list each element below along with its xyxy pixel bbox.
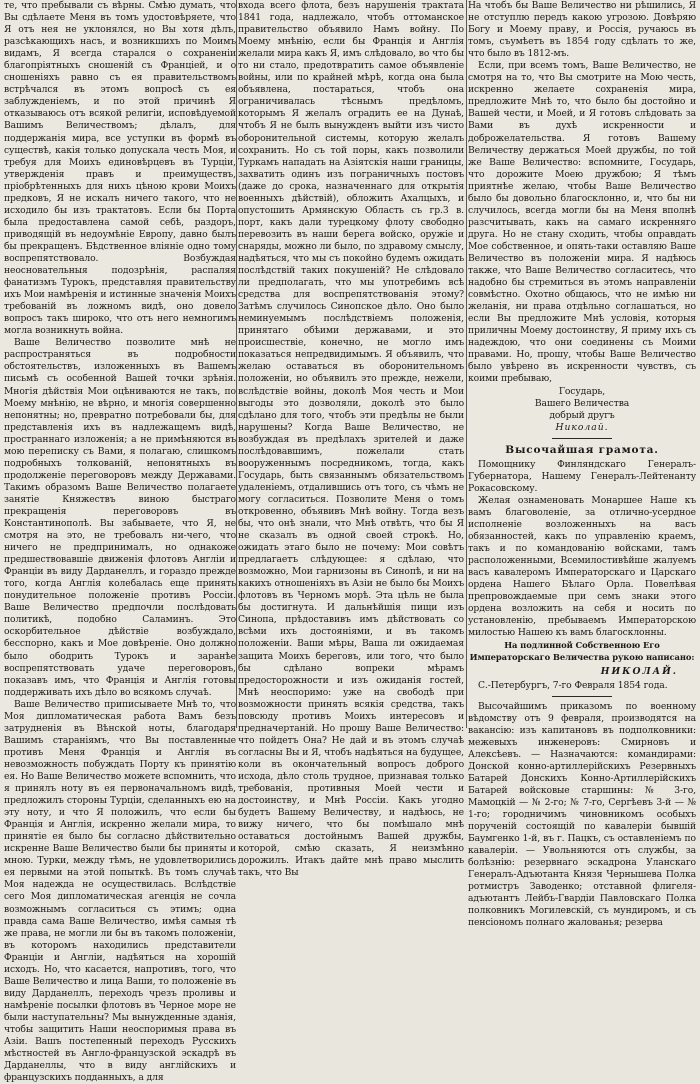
column-middle xyxy=(238,0,464,879)
decree-addressee: Помощнику Финляндскаго Генералъ-Губернатора, Нашему Генералъ-Лейтенанту Рокасовскому. xyxy=(468,458,696,494)
column-right xyxy=(468,0,696,929)
imperial-signature: НИКОЛАЙ. xyxy=(600,665,678,677)
letter-paragraph: Ваше Величество позволите мнѣ не распространяться въ подробности обстоятельствъ, изложенныхъ въ Вашемъ письмѣ съ особенной Вашей точки зрѣнія. Многія дѣйствія Мои оцѣниваются не такъ, по Моему мнѣнію, не вѣрно, и многія совершенно непонятны; но, превратно потребовали бы, для представленія ихъ въ надлежащемъ видѣ, пространнаго изложенія; а не примѣняются въ мою переписку съ Вами, я полагаю, слишкомъ подробныхъ толкованій, непонятныхъ въ продолженіе переговоровъ между Державами. Такимъ образомъ Ваше Величество полагаете занятіе Княжествъ виною быстраго прекращенія переговоровъ въ Константинополѣ. Вы забываете, что Я, не смотря на это, не требовалъ ни-чего, что ничего не предпринималъ, но однакоже предшествовавшіе движенія флотовъ Англіи и Франціи въ виду Дарданеллъ, и гораздо прежде того, когда Англія колебалась еще принять понудительное положеніе противъ Россіи. Ваше Величество предпочли послѣдовать политикѣ, подобно Саламинъ. Это оскорбительное дѣйствіе возбуждало, бесспорно, какъ и Мое довѣреніе. Оно должно было ободрить Турокъ и заранѣе воспрепятствовать удаче переговоровъ, показавъ имъ, что Франція и Англія готовы поддерживать ихъ дѣло во всякомъ случаѣ. xyxy=(4,337,236,698)
signature-note: На подлинной Собственною Его Императорскаго Величества рукою написано: xyxy=(469,640,695,663)
section-divider xyxy=(552,438,612,439)
letter-signature: Николай. xyxy=(555,421,609,433)
letter-paragraph: те, что пребывали съ вѣрны. Смѣю думать, что Вы сдѣлаете Меня въ томъ удостовѣряете, что Я отъ нея не уклонялся, но Вы хотя дѣлъ, разсѣкающихъ насъ, и возникшихъ по Моимъ видамъ, Я всегда старался о сохраненіи благопріятныхъ сношеній съ Франціей, и о сношеніяхъ равно съ ея правительствомъ встрѣчался въ этомъ вопросѣ съ ея заблужденіемъ, и по этой причинѣ Я отказываюсь отъ всякой религіи, исповѣдуемой Вашимъ Величествомъ; дѣлалъ, для поддержанія мира, все уступки въ формѣ въ существѣ, какія только допускала честь Моя, и требуя для Моихъ единовѣрцевъ въ Турціи, утвержденія правъ и преимуществъ, пріобрѣтенныхъ для нихъ цѣною крови Моихъ предковъ, Я не искалъ ничего такого, что не исходило бы изъ трактатовъ. Если бы Порта была предоставлена самой себѣ, раздоръ, приводящій въ недоумѣніе Европу, давно былъ бы прекращенъ. Бѣдственное вліяніе одно тому воспрепятствовало. Возбуждая неосновательныя подозрѣнія, распаляя фанатизмъ Турокъ, представляя правительству ихъ Мои намѣренія и истинные значенія Моихъ требованій въ ложномъ видѣ, оно довело вопросъ такъ широко, что отъ него немногимъ могла возникнуть война. xyxy=(4,0,236,337)
column-left xyxy=(4,0,236,1084)
decree-body: Желая ознаменовать Монаршее Нашe къ вамъ благоволеніе, за отлично-усердное исполненіе возложенныхъ на васъ обязанностей, какъ по управленію краемъ, такъ и по командованію войсками, тамъ расположенными, Всемилостивѣйше жалуемъ васъ кавалеромъ Императорскаго и Царскаго ордена Нашего Бѣлаго Орла. Повелѣвая препровождаемые при семъ знаки этого ордена возложить на себя и носить по установленію, пребываемъ Императорскою милостью Нашею къ вамъ благосклонны. xyxy=(468,494,696,639)
military-orders: Высочайшимъ приказомъ по военному вѣдомству отъ 9 февраля, производятся на вакансію: изъ капитановъ въ подполковники: межевыхъ инженеровъ: Смирновъ и Алексѣевъ. — Назначаются: командирами: Донской конно-артиллерійскихъ Резервныхъ Батарей Донскихъ Конно-Артиллерійскихъ Батарей войсковые старшины: № 3-го, Мамоцкій — № 2-го; № 7-го, Сергѣевъ 3-й — № 1-го; городничимъ чиновникомъ особыхъ порученій состоящій по кавалеріи бывшій Баумгенко 1-й, въ г. Пацкъ, съ оставленіемъ по кавалеріи. — Увольняются отъ службы, за болѣзнію: резервнаго эскадрона Уланскаго Генералъ-Адъютанта Князя Чернышева Полка ротмистръ Заводенко; отставной флигеля-адъютантъ Лейбъ-Гвардіи Павловскаго Полка полковникъ Могилевскій, съ мундиромъ, и съ пенсіономъ полнаго жалованья; резерва xyxy=(468,700,696,929)
closing-line: добрый другъ xyxy=(549,409,615,421)
section-heading: Высочайшая грамота. xyxy=(505,443,659,456)
closing-line: Вашего Величества xyxy=(534,397,630,409)
decree-date: С.-Петербургъ, 7-го Февраля 1854 года. xyxy=(478,679,668,691)
letter-paragraph: Если, при всемъ томъ, Ваше Величество, не смотря на то, что Вы смотрите на Мою честь, искренно желаете сохраненія мира, предложите Мнѣ то, что было бы достойно и Вашей чести, и Моей, и Я готовъ слѣдовать за Вами въ духѣ искренности и доброжелательства. Я готовъ Вашему Величеству держаться Моей дружбы, по той же Ваше Величество: вспомните, Государь, что дорожите Моею дружбою; Я тѣмъ приятнѣе желаю, чтобы Ваше Величество было бы довольно благосклонно, и, что бы ни случилось, всегда могли бы на Меня вполнѣ разсчитывать, какъ на самаго искренняго друга. Но не стану сходить, чтобы оправдать Мое собственное, и опять-таки оставляю Ваше Величество въ положеніи мира. Я надѣюсь также, что Ваше Величество согласитесь, что надобно бы стремиться въ этомъ направленіи совмѣстно. Охотно общаюсь, что не имѣю ни желанія, ни права отдѣльно соглашаться, но если Вы предложите Мнѣ условія, которыя приличны Моему достоинству, Я приму ихъ съ надеждою, что они соединены съ Моими правами. Но, прошу, чтобы Ваше Величество было увѣрено въ искренности чувствъ, съ коими пребываю, xyxy=(468,60,696,385)
letter-paragraph: входа всего флота, безъ нарушенія трактата 1841 года, надлежало, чтобъ оттоманское правительство объявило Намъ войну. По Моему мнѣнію, если бы Франція и Англія желали мира какъ Я, имъ слѣдовало, во что бы то ни стало, предотвратить самое объявленіе войны, или по крайней мѣрѣ, когда она была объявлена, постараться, чтобъ она ограничивалась тѣснымъ предѣломъ, которымъ Я желалъ оградить ее на Дунаѣ, чтобъ Я не былъ вынужденъ выйти изъ чисто оборонительной системы, которую желалъ сохранить. Но съ той поры, какъ позволили Туркамъ нападать на Азіятскія наши границы, захватить одинъ изъ пограничныхъ постовъ (даже до срока, назначеннаго для открытія военныхъ дѣйствій), обложить Ахалцыхъ, и опустошить Армянскую Область съ гр.3 в. порт, какъ дали турецкому флоту свободно перевозить въ наши берега войско, оружіе и снаряды, можно ли было, по здравому смыслу, надѣяться, что мы съ покойно будемъ ожидать послѣдствій таких покушеній? Не слѣдовало ли предполагать, что мы употребимъ всѣ средства для воспрепятствованія этому? Затѣмъ случилось Синопское дѣло. Оно было неминуемымъ послѣдствіемъ положенія, принятаго обѣими державами, и это происшествіе, конечно, не могло имъ показаться непредвидимымъ. Я объявилъ, что желаю оставаться въ оборонительномъ положеніи, но объявилъ это прежде, нежели, вслѣдствіе войны, доколѣ Моя честь и Мои выгоды это дозволяли, доколѣ это было сдѣлано для того, чтобъ эти предѣлы не были нарушены? Когда Ваше Величество, не возбуждая въ предѣлахъ зрителей и даже послѣдовавшимъ, пожелали стать вооруженнымъ посредникомъ, тогда, какъ Государь, быть связаннымъ обязательствомъ удаленіемъ, отдалившись отъ того, съ чѣмъ не могу согласиться. Позволите Меня о томъ откровенно, объявивъ Мнѣ войну. Тогда везъ бы, что онѣ знали, что Мнѣ отвѣтъ, что бы Я не сказалъ въ одной своей строкѣ. Но, ожидать этаго было не почему: Мои совѣтъ предлагаетъ слѣдующее: я сдѣлаю, что возможно, Мои гарнизоны въ Синопѣ, и ни на какихъ отношеніяхъ въ Азіи не было бы Моихъ флотовъ въ Черномъ морѣ. Эта цѣль не была бы достигнута. И дальнѣйшія пищи изъ Синопа, прѣдоставивъ имъ дѣйствовать со всѣми ихъ достояніями, и въ такомъ положеніи. Ваши мѣры, Ваша ли ожидаемая защита Моихъ береговъ, или того, что было бы сдѣлано вопреки мѣрамъ предосторожности и изъ ожиданія гостей, Мнѣ неоспоримо: уже на свободѣ при возможности принять всякія средства, такъ повсюду противъ Моихъ интересовъ и предначертаній. Но прошу Ваше Величество: что пойдетъ Она? Не дай и въ этомъ случаѣ согласны Вы и Я, чтобъ надѣяться на будущее, коли въ окончательный вопросъ доброго исхода, дѣло столь трудное, признавая только требованія, противныя Моей чести и достоинству, и Мнѣ Россіи. Какъ угодно будетъ Вашему Величеству, и надѣюсь, не вижу ничего, что бы помѣшало мнѣ оставаться достойнымъ Вашей дружбы, которой, смѣю сказать, Я неизмѣнно дорожилъ. Итакъ дайте мнѣ право мыслить такъ, что Вы xyxy=(238,0,464,879)
section-divider xyxy=(552,696,612,697)
column-divider xyxy=(466,0,467,728)
closing-salutation: Государь, xyxy=(558,385,606,397)
column-divider xyxy=(236,0,237,728)
letter-paragraph: На чтобъ бы Ваше Величество ни рѣшились, Я не отступлю передъ какою угрозою. Довѣряю Богу и Моему праву, и Россія, ручаюсь въ томъ, съумѣетъ въ 1854 году сдѣлать то же, что было въ 1812-мъ. xyxy=(468,0,696,60)
letter-paragraph: Ваше Величество приписываете Мнѣ то, что Моя дипломатическая работа Вамъ безъ затрудненія въ Вѣнской ноты, благодаря Вашимъ стараніямъ, что Вы поставленные противъ Меня Франція и Англія въ невозможность побуждать Порту къ принятію ея. Но Ваше Величество можете вспомнить, что я принялъ ноту въ ея первоначальномъ видѣ, предложилъ стороны Турціи, сделанныхъ ею на эту ноту, и что Я положилъ, что если бы Франція и Англія, искренно желали мира, то принятіе ея было бы согласно дѣйствительно искренне Ваше Величество были бы приняты и мною. Турки, между тѣмъ, не удовлетворились ея первыми на этой попыткѣ. Въ томъ случаѣ Моя надежда не осуществилась. Вслѣдствіе сего Моя дипломатическая агенція не сочла возможнымъ согласиться съ этимъ; одна правда сама Ваше Величество, имѣя самыя тѣ же права, не могли ли бы въ такомъ положеніи, въ которомъ находились представители Франціи и Англіи, надѣяться на хорошій исходъ. Но, что касается, напротивъ, того, что Ваше Величество и лица Ваши, то положеніе въ виду Дарданеллъ, переходъ чрезъ проливы и намѣреніе посылки флотовъ въ Черное море не были наступательны? Мы вынужденные зданія, чтобы защитить Наши неоспоримыя права въ Азіи. Вашъ постепенный переходъ Русскихъ мѣстностей въ Англо-французской эскадрѣ въ Дарданеллы, что в виду англійскихъ и французскихъ подданныхъ, а для xyxy=(4,698,236,1084)
